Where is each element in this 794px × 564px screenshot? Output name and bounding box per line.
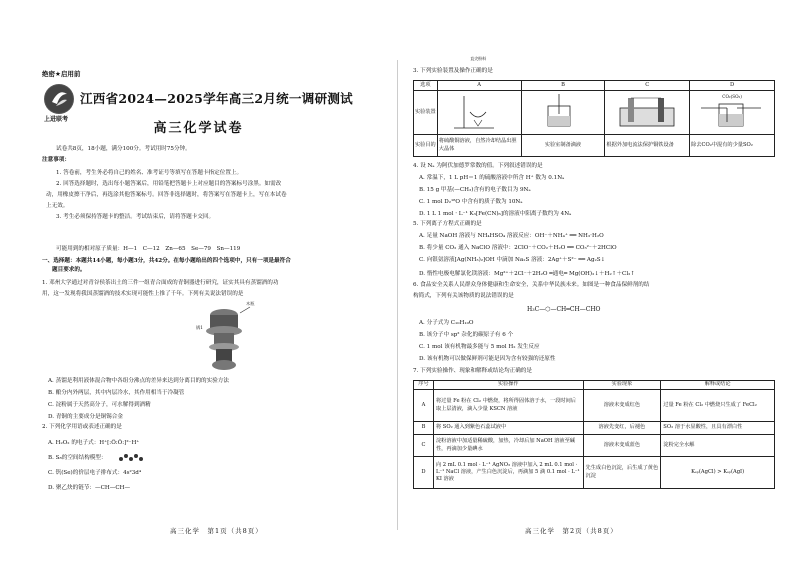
beaker-setup-icon — [528, 92, 598, 130]
cell: A — [414, 390, 434, 422]
gas-washing-bottle-icon — [697, 100, 767, 128]
figure-label: 木瓶 — [246, 301, 255, 306]
option-d: D. 惰性电极电解氯化镁溶液：Mg²⁺＋2Cl⁻＋2H₂O ═通电═ Mg(OH)₂↓＋H₂↑＋Cl₂↑ — [419, 270, 636, 277]
cell: 过量 Fe 粉在 Cl₂ 中燃烧只生成了 FeCl₂ — [661, 390, 775, 422]
cell: 将 SO₂ 通入到紫色石蕊试液中 — [433, 422, 583, 435]
device-label: 直尖粉料 — [470, 55, 487, 61]
table-header: B — [521, 81, 605, 91]
cell: C — [414, 435, 434, 457]
q1-stem: 1. 邓州大学通过对青谷侯茶出土的三件一组青合面成的青铜器进行研究，证实其具有蒸馏酒的功 — [42, 280, 279, 286]
option-b: B. 将少量 CO₂ 通入 NaClO 溶液中：2ClO⁻＋CO₂＋H₂O ══ CO₃²⁻＋2HClO — [419, 244, 617, 251]
note-line: 3. 考生必须保持答题卡的整洁。考试结束后，请将答题卡交回。 — [56, 213, 215, 220]
option-b-row — [48, 455, 378, 470]
note-line: 动，用橡皮擦干净后，再选涂其他答案标号。回答非选择题时，将答案写在答题卡上，写在本试卷 — [46, 191, 287, 198]
page-footer: 高三化学 第1页（共8页） — [170, 527, 263, 535]
bronze-distiller-icon — [196, 305, 256, 375]
option-b: B. S₈的空间结构模型： — [48, 455, 107, 461]
purpose-c: 根据外加电流法保护铜铁设备 — [605, 135, 690, 157]
option-a: A. 分子式为 C₁₀H₁₀O — [419, 320, 474, 326]
note-line: 上无效。 — [46, 202, 69, 209]
q4-options — [419, 175, 571, 219]
option-a: A. 蒸馏是利用液体混合物中各组分沸点的差异来达到分离目的的实验方法 — [48, 378, 230, 384]
table-header: 实验操作 — [433, 381, 583, 390]
table-header: 实验现象 — [583, 381, 661, 390]
device-label: CO₂(SO₂) — [722, 94, 742, 100]
table-row — [414, 390, 775, 422]
option-d: D. 青铜的主要成分是铜锡合金 — [48, 413, 123, 420]
q2-options — [48, 440, 378, 493]
cell: B — [414, 422, 434, 435]
q6-stem-cont: 构简式，下列有关该物质的说法错误的是 — [413, 292, 514, 299]
option-c: C. 向银氨溶液[Ag(NH₃)₂]OH 中滴加 Na₂S 溶液：2Ag⁺＋S²⁻ ══ Ag₂S↓ — [419, 256, 606, 263]
cell: 先生成白色沉淀，后生成了黄色沉淀 — [583, 457, 661, 489]
page-2 — [397, 0, 794, 564]
option-c: C. 1 mol 该有机物最多能与 5 mol H₂ 发生反应 — [419, 343, 540, 350]
q6-stem: 6. 食品安全关系人民群众身体健康和生命安全，关系中华民族未来。如图是一种食品保鲜剂的结 — [413, 282, 650, 288]
device-d — [690, 91, 775, 135]
option-a: A. H₂O₂ 的电子式：H⁺[:Ö:Ö:]²⁻H⁺ — [48, 440, 140, 446]
question-7: 7. 下列实验操作、现象和解释或结论均正确的是 — [413, 368, 532, 374]
question-1 — [42, 280, 392, 299]
exam-info: 试卷共8页，18小题，满分100分。考试用时75分钟。 — [56, 146, 191, 152]
cell: 淀粉完全水解 — [661, 435, 775, 457]
q1-options — [48, 378, 388, 422]
logo-icon — [44, 84, 74, 114]
cell: 向 2 mL 0.1 mol · L⁻¹ AgNO₃ 溶液中加入 2 mL 0.1 mol · L⁻¹ NaCl 溶液，产生白色沉淀后，再滴加 5 滴 0.1 mol · L⁻¹ KI 溶液 — [433, 457, 583, 489]
page-footer: 高三化学 第2页（共8页） — [525, 527, 618, 535]
cell: 将过量 Fe 粉在 Cl₂ 中燃烧，将所得固体溶于水，一段时间后取上层清液，滴入少量 KSCN 溶液 — [433, 390, 583, 422]
option-d: D. 聚乙炔的链节：—CH—CH— — [48, 485, 131, 491]
option-a: A. 常温下，1 L pH＝1 的硫酸溶液中所含 H⁺ 数为 0.1Nₐ — [419, 175, 565, 181]
brand-name: 上进联考 — [44, 116, 69, 123]
option-c: C. 钒(Se)的价层电子排布式：4s²3d⁴ — [48, 470, 142, 476]
option-c: C. 淀粉属于天然高分子，可水解得到酒精 — [48, 401, 151, 408]
table-row — [414, 422, 775, 435]
cell: SO₂ 溶于水显酸性，且具有漂白性 — [661, 422, 775, 435]
evaporation-setup-icon — [444, 92, 514, 130]
cell: 溶液先变红，后褪色 — [583, 422, 661, 435]
option-b: B. 15 g 甲基(—CH₃)含有的电子数目为 9Nₐ — [419, 186, 531, 193]
distiller-figure — [196, 301, 256, 375]
notes-heading: 注意事项： — [42, 157, 70, 163]
q5-options — [419, 233, 635, 279]
cell: 溶液未变成蓝色 — [583, 435, 661, 457]
cell: 溶液未变成红色 — [583, 390, 661, 422]
atomic-masses: 可能用到的相对原子质量：H—1 C—12 Zn—65 Se—79 Sn—119 — [56, 246, 241, 252]
section-heading: 一、选择题：本题共14小题，每小题3分，共42分。在每小题给出的四个选项中，只有一项是最符合 — [42, 258, 291, 264]
table-row — [414, 457, 775, 489]
electrolysis-setup-icon — [612, 92, 682, 130]
confidential-mark: 绝密★启用前 — [42, 70, 81, 78]
question-3: 3. 下列实验装置及操作正确的是 — [413, 68, 493, 74]
question-2: 2. 下列化学用语或表述正确的是 — [42, 424, 122, 430]
purpose-d: 除去CO₂中混有的少量SO₂ — [690, 135, 775, 157]
option-a: A. 足量 NaOH 溶液与 NH₄HSO₄ 溶液反应：OH⁻＋NH₄⁺ ══ NH₃·H₂O — [419, 233, 604, 239]
cell: 淀粉溶液中加适量稀硫酸，加热，冷却后加 NaOH 溶液至碱性，再滴加少量碘水 — [433, 435, 583, 457]
note-line: 1. 答卷前，考生务必将自己的姓名、准考证号等填写在答题卡指定位置上。 — [56, 170, 243, 176]
device-c — [605, 91, 690, 135]
option-b: B. 酿分内外两层，其中内层冷水，其作用相当于冷凝管 — [48, 389, 185, 396]
row-label: 实验装置 — [414, 91, 438, 135]
figure-label: 锅1 — [196, 325, 203, 330]
table-header: D — [690, 81, 775, 91]
device-b — [521, 91, 605, 135]
note-line: 2. 回答选择题时，选出每小题答案后，用铅笔把答题卡上对应题目的答案标号涂黑。如需改 — [56, 180, 282, 187]
table-header: 解释或结论 — [661, 381, 775, 390]
option-c: C. 1 mol D₂¹⁸O 中含有的质子数为 10Nₐ — [419, 198, 523, 205]
cell: Kₛₚ(AgCl) > Kₛₚ(AgI) — [661, 457, 775, 489]
row-label: 实验目的 — [414, 135, 438, 157]
notes-list — [46, 170, 391, 222]
q6-options — [419, 320, 556, 364]
option-b: B. 该分子中 sp² 杂化的碳原子有 6 个 — [419, 331, 514, 338]
question-6 — [413, 282, 649, 301]
q7-table — [413, 380, 775, 489]
option-d: D. 1 L 1 mol · L⁻¹ K₃[Fe(CN)₆]的溶液中阳离子数约为 4Nₐ — [419, 210, 572, 217]
question-4: 4. 设 Nₐ 为阿伏加德罗常数的值。下列叙述错误的是 — [413, 163, 543, 169]
cell: D — [414, 457, 434, 489]
section-heading-cont: 题目要求的。 — [52, 267, 86, 273]
question-5: 5. 下列离子方程式正确的是 — [413, 221, 482, 227]
s8-model-icon — [118, 453, 146, 463]
purpose-b: 实验室制备滴液 — [521, 135, 605, 157]
table-header: A — [437, 81, 521, 91]
structure-formula: H₃C—⬡—CH═CH—CHO — [527, 306, 601, 313]
table-header: 序号 — [414, 381, 434, 390]
exam-subtitle: 高三化学试卷 — [153, 121, 244, 136]
brand-logo — [44, 84, 74, 114]
table-header: C — [605, 81, 690, 91]
table-row — [414, 435, 775, 457]
purpose-a: 将硫酸铜溶液，自然冷却结晶出胆大晶体 — [437, 135, 521, 157]
q1-stem-cont: 用，这一发现将我国蒸馏酒的技术实现可能性上推了千年。下列有关说法错误的是 — [42, 290, 244, 297]
table-header: 选项 — [414, 81, 438, 91]
exam-title: 江西省2024—2025学年高三2月统一调研测试 — [80, 91, 353, 106]
option-d: D. 该有机物可以做保鲜剂可能是因为含有较强的还原性 — [419, 355, 556, 362]
